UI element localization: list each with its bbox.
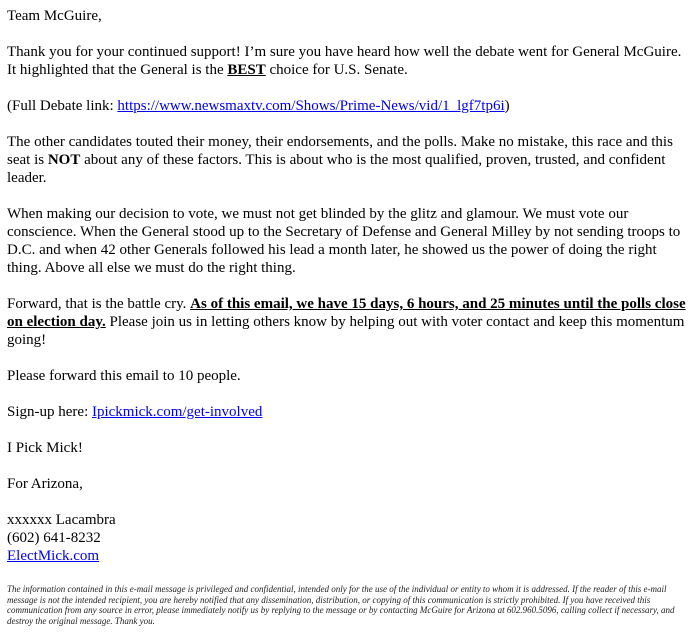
signup-link[interactable]: Ipickmick.com/get-involved [91,404,263,420]
paragraph-forward [7,295,694,349]
paragraph-vote: When making our decision to vote, we must not get blinded by the glitz and glamour. We must vote our conscience. When the General stood up to the Secretary of Defense and General Milley by not sending troops to D.C. and when 42 other Generals followed his lead a month later, he showed us the power of doing the right thing. Above all else we must do the right thing. [7,206,681,276]
debate-link[interactable]: https://www.newsmaxtv.com/Shows/Prime-News/vid/1_lgf7tp6i [117,98,505,114]
emphasis-not: NOT [47,152,81,168]
paragraph-signup [7,403,694,421]
paragraph-text: Forward, that is the battle cry. [7,296,191,312]
emphasis-best: BEST [227,62,266,78]
paragraph-tail: about any of these factors. This is about who is the most qualified, proven, trusted, and confident leader. [7,152,666,186]
legal-disclaimer: The information contained in this e-mail message is privileged and confidential, intended only for the use of the individual or entity to whom it is addressed. If the reader of this e-mail message is not the intended recipient, you are hereby notified that any dissemination, distribution, or copying of this communication is strictly prohibited. If you have received this communication from any source in error, please immediately notify us by replying to the message or by contacting McGuire for Arizona at 602.960.5096, calling collect if necessary, and destroy the original message. Thank you. [7,584,675,626]
debate-link-suffix: ) [504,98,510,114]
signature-name: xxxxxx Lacambra [7,512,116,528]
paragraph-tail: choice for U.S. Senate. [265,62,408,78]
paragraph-text: The other candidates touted their money, their endorsements, and the polls. Make no mistake, this race and this seat is [7,134,673,168]
paragraph-slogan: I Pick Mick! [7,440,83,456]
signature-site-link[interactable]: ElectMick.com [7,548,100,564]
debate-link-prefix: (Full Debate link: [7,98,118,114]
signature-block [7,511,694,565]
emphasis-countdown: As of this email, we have 15 days, 6 hours, and 25 minutes until the polls close on election day. [7,296,686,330]
paragraph-candidates [7,133,694,187]
greeting: Team McGuire, [7,8,102,24]
paragraph-tail: Please join us in letting others know by helping out with voter contact and keep this momentum going! [7,314,685,348]
signature-phone: (602) 641-8232 [7,530,101,546]
paragraph-forward-request: Please forward this email to 10 people. [7,368,241,384]
paragraph-support [7,43,694,79]
paragraph-debate-link [7,97,694,115]
signup-prefix: Sign-up here: [7,404,92,420]
paragraph-text: Thank you for your continued support! I’m sure you have heard how well the debate went for General McGuire. It highlighted that the General is the [7,44,682,78]
closing: For Arizona, [7,476,83,492]
